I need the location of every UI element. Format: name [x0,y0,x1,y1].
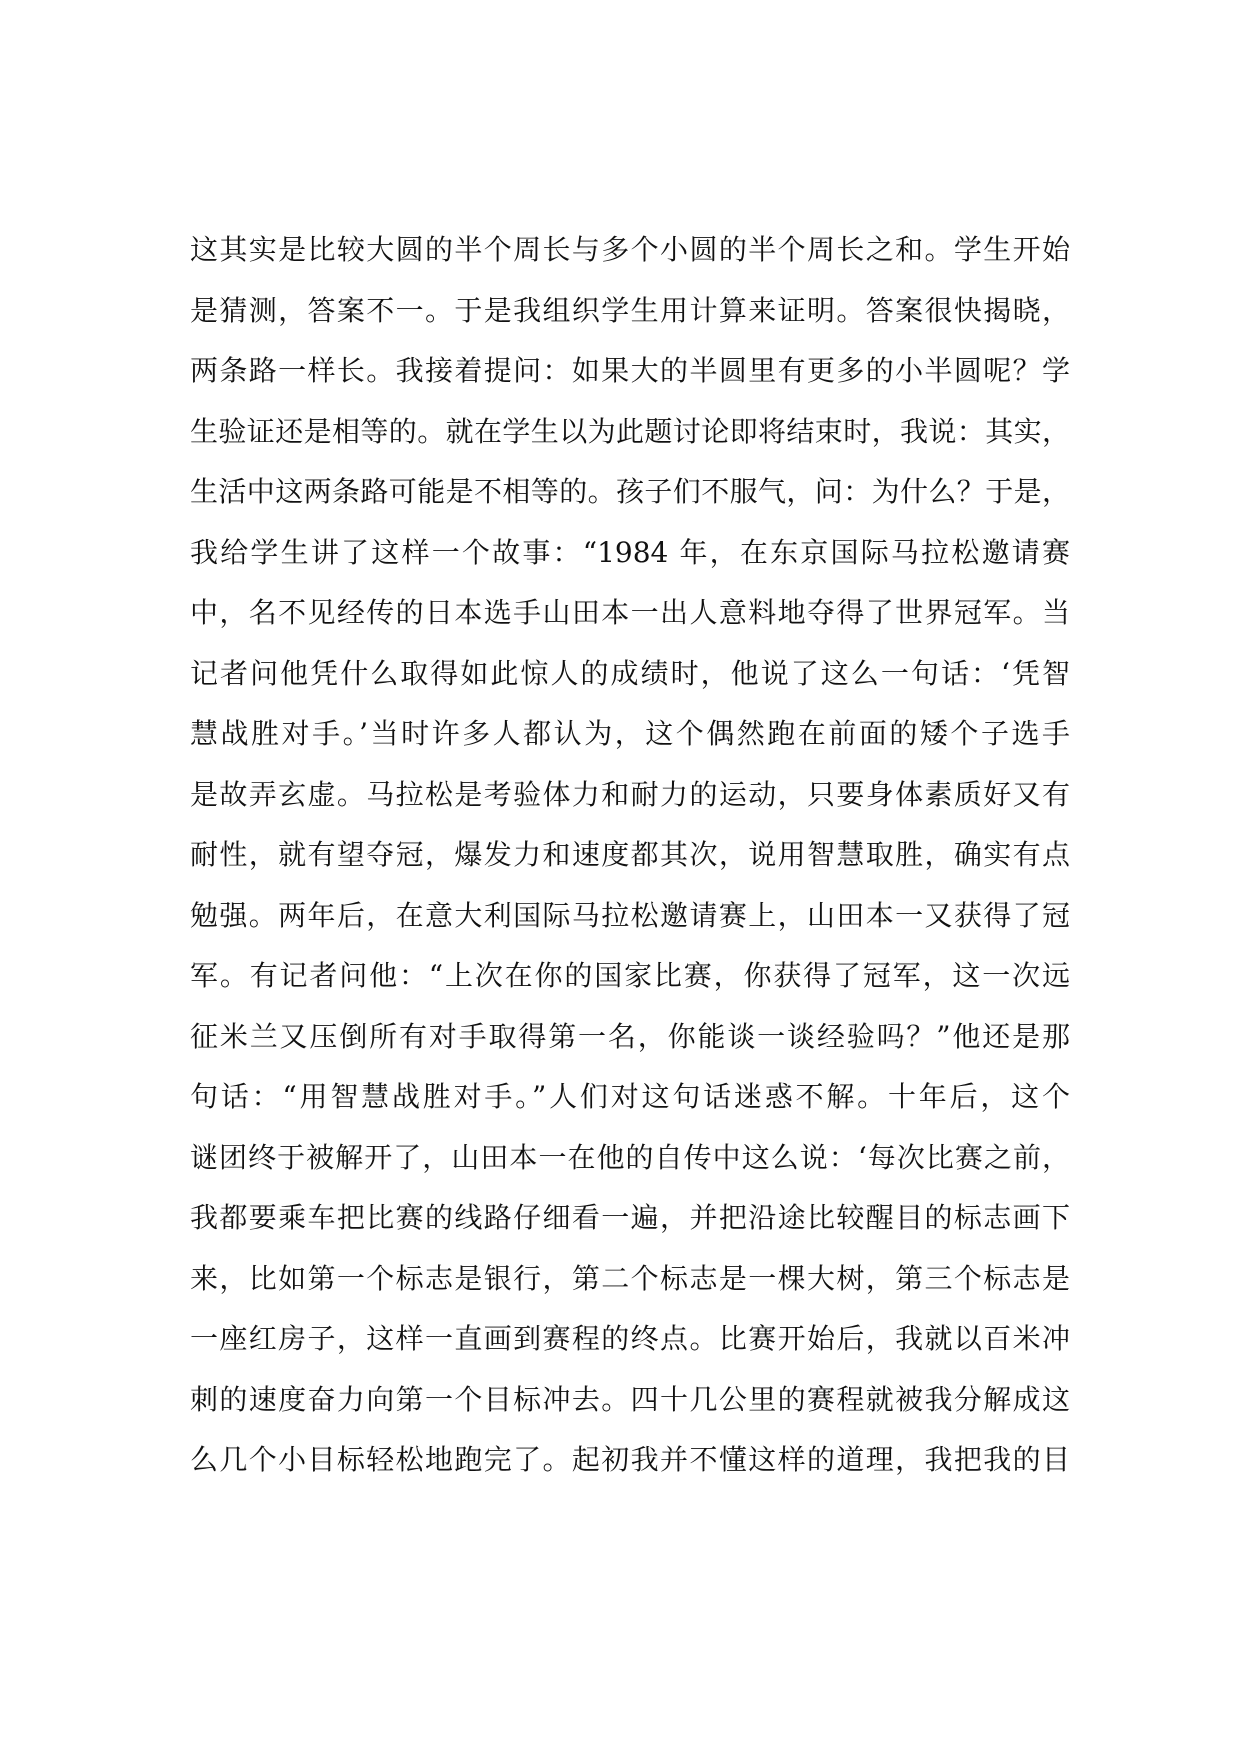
text-line: 刺的速度奋力向第一个目标冲去。四十几公里的赛程就被我分解成这 [190,1382,1070,1416]
text-line: 句话：“用智慧战胜对手。”人们对这句话迷惑不解。十年后，这个 [190,1080,1070,1113]
text-line: 是猜测，答案不一。于是我组织学生用计算来证明。答案很快揭晓， [190,293,1070,327]
text-line: 征米兰又压倒所有对手取得第一名，你能谈一谈经验吗？”他还是那 [190,1019,1070,1053]
text-line: 军。有记者问他：“上次在你的国家比赛，你获得了冠军，这一次远 [190,959,1070,992]
text-line: 我给学生讲了这样一个故事：“1984 年，在东京国际马拉松邀请赛 [190,535,1070,569]
text-line: 来，比如第一个标志是银行，第二个标志是一棵大树，第三个标志是 [190,1261,1070,1295]
text-line: 慧战胜对手。’当时许多人都认为，这个偶然跑在前面的矮个子选手 [190,717,1070,750]
text-line: 生活中这两条路可能是不相等的。孩子们不服气，问：为什么？于是， [190,475,1070,508]
text-line: 两条路一样长。我接着提问：如果大的半圆里有更多的小半圆呢？学 [190,354,1070,387]
text-line: 么几个小目标轻松地跑完了。起初我并不懂这样的道理，我把我的目 [190,1443,1070,1476]
text-line: 是故弄玄虚。马拉松是考验体力和耐力的运动，只要身体素质好又有 [190,777,1070,811]
text-line: 谜团终于被解开了，山田本一在他的自传中这么说：‘每次比赛之前， [190,1140,1070,1174]
text-line: 这其实是比较大圆的半个周长与多个小圆的半个周长之和。学生开始 [190,233,1070,266]
text-line: 中，名不见经传的日本选手山田本一出人意料地夺得了世界冠军。当 [190,596,1070,629]
text-line: 生验证还是相等的。就在学生以为此题讨论即将结束时，我说：其实， [190,414,1070,448]
text-line: 一座红房子，这样一直画到赛程的终点。比赛开始后，我就以百米冲 [190,1322,1070,1355]
text-line: 我都要乘车把比赛的线路仔细看一遍，并把沿途比较醒目的标志画下 [190,1201,1070,1234]
text-line: 耐性，就有望夺冠，爆发力和速度都其次，说用智慧取胜，确实有点 [190,838,1070,871]
text-line: 记者问他凭什么取得如此惊人的成绩时，他说了这么一句话：‘凭智 [190,656,1070,690]
body-text [190,220,1070,1491]
text-line: 勉强。两年后，在意大利国际马拉松邀请赛上，山田本一又获得了冠 [190,898,1070,932]
